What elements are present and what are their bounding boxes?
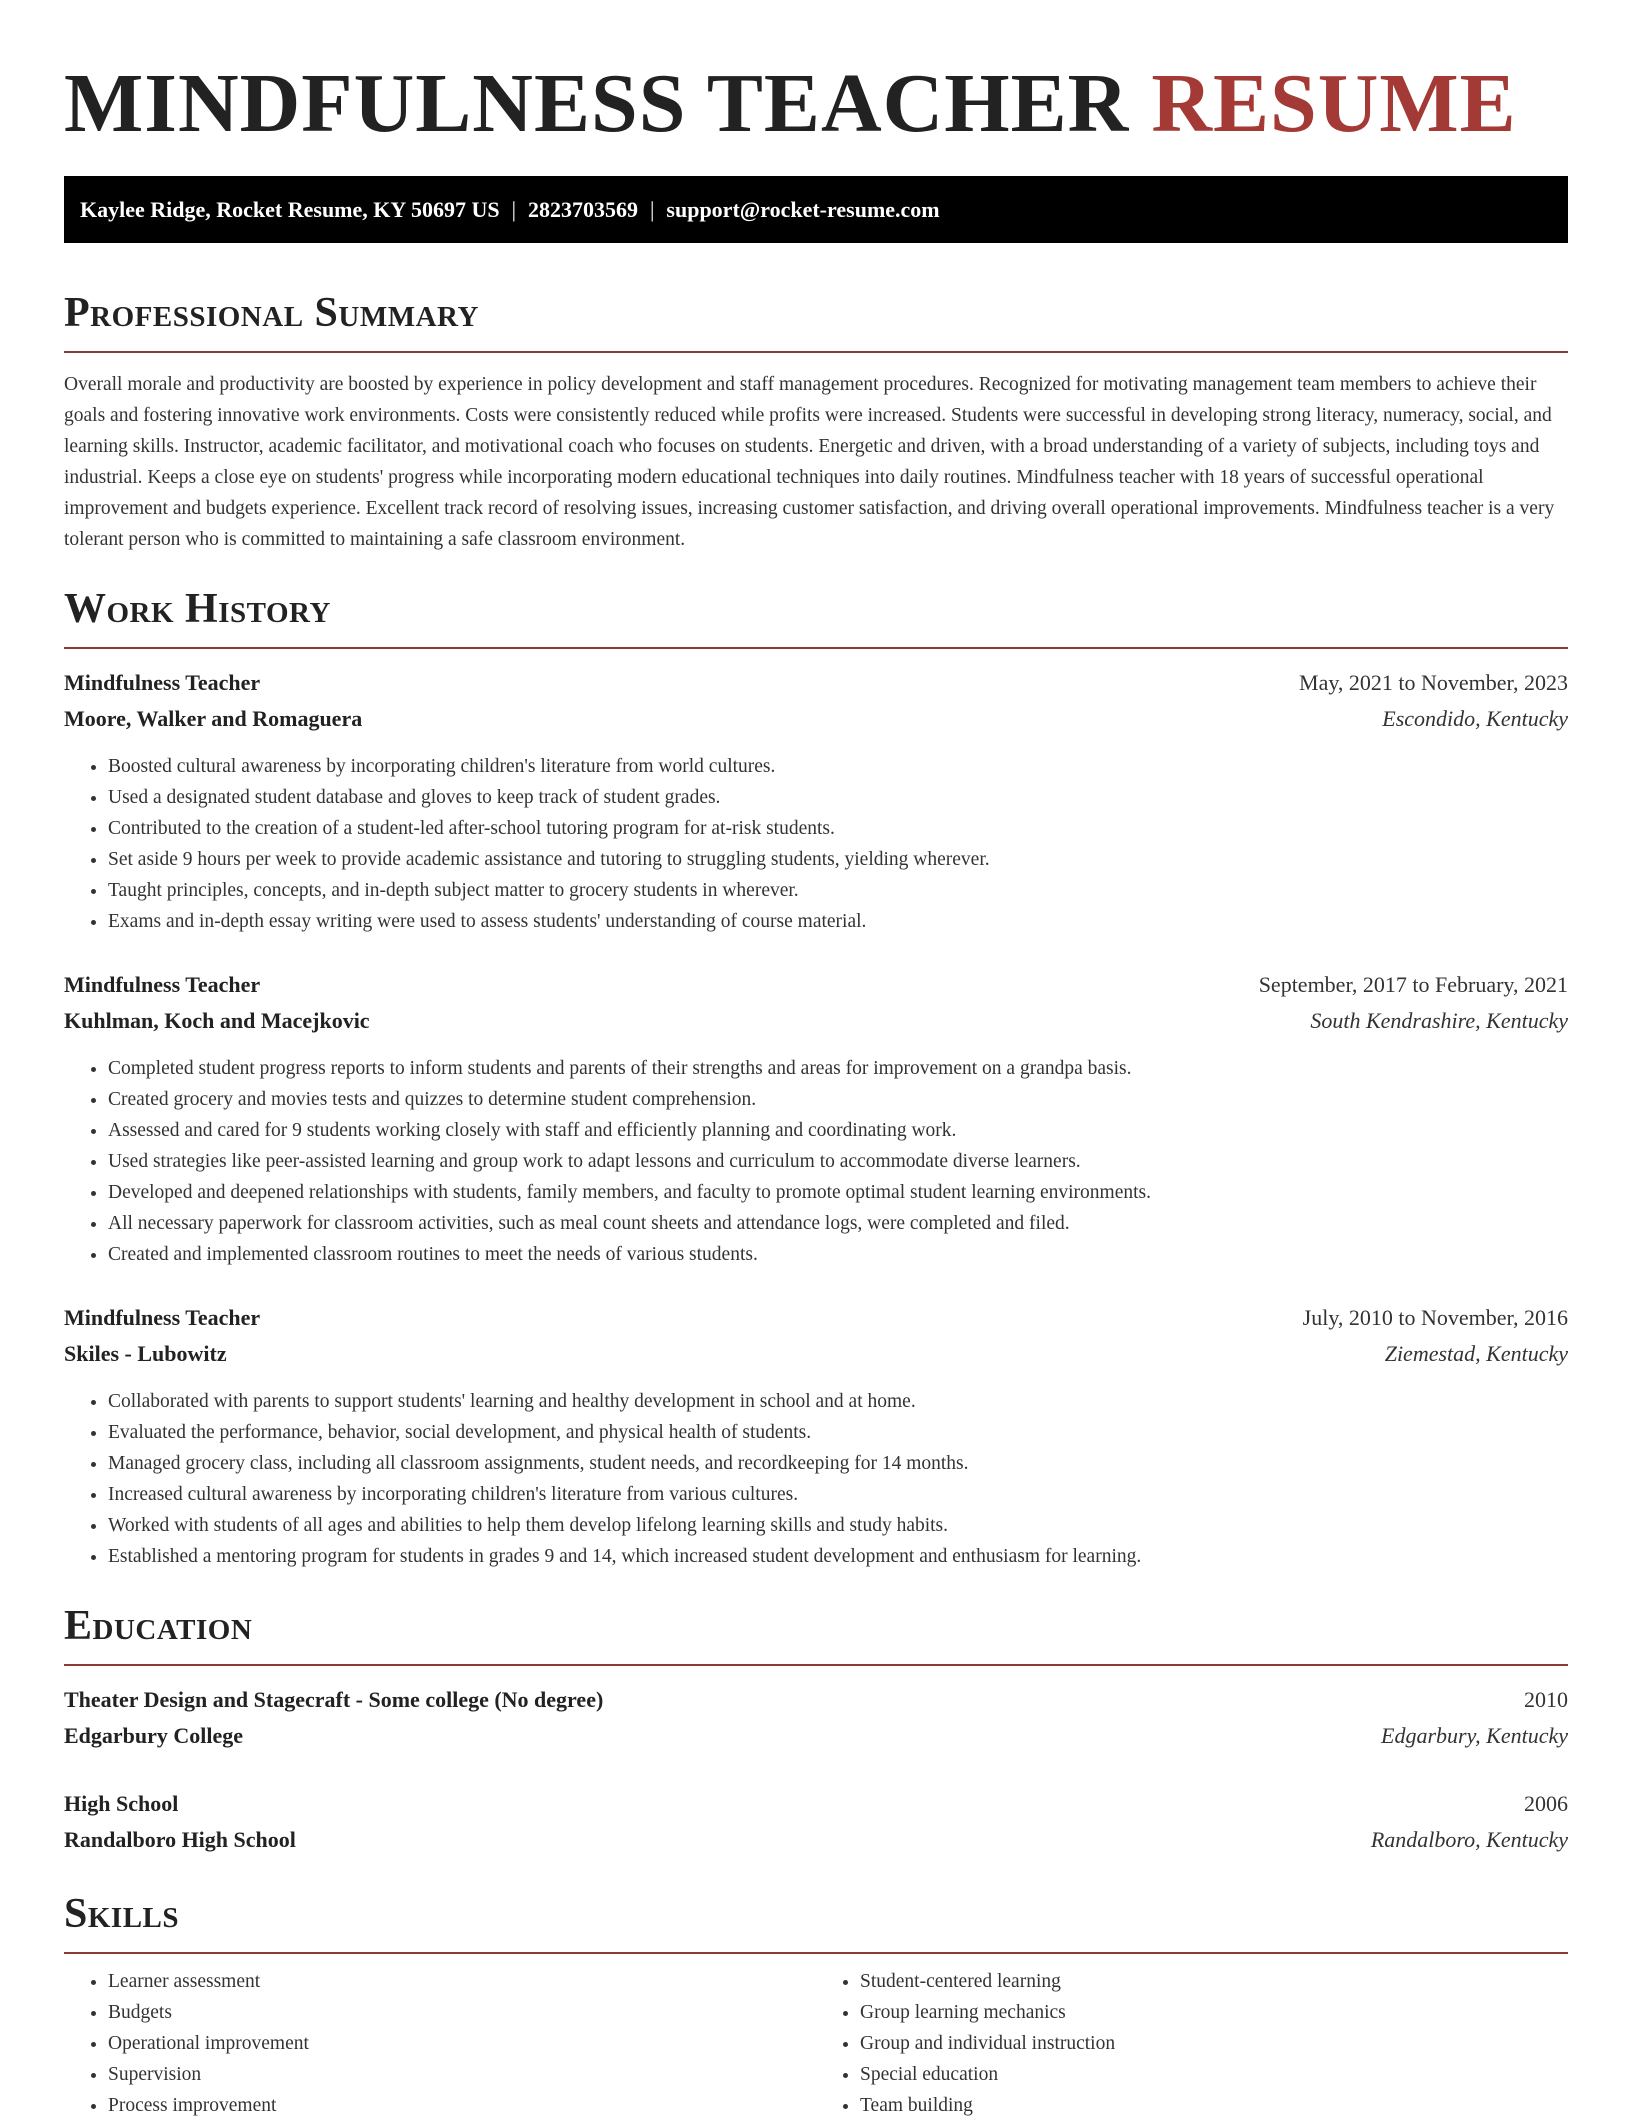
job-bullet: • Set aside 9 hours per week to provide academic assistance and tutoring to struggling students, yielding wherever.: [108, 844, 1568, 875]
job-entry: [64, 665, 1568, 937]
job-title-row: [64, 665, 1568, 701]
job-title: Mindfulness Teacher: [64, 670, 261, 695]
skills-heading: Skills: [64, 1888, 1568, 1954]
education-entry: [64, 1682, 1568, 1754]
job-title: Mindfulness Teacher: [64, 972, 261, 997]
contact-separator: |: [650, 197, 655, 222]
education-school: Edgarbury College: [64, 1723, 244, 1748]
job-bullet: • Created and implemented classroom routines to meet the needs of various students.: [108, 1239, 1568, 1270]
contact-email: support@rocket-resume.com: [666, 197, 940, 222]
job-bullet: • Contributed to the creation of a student-led after-school tutoring program for at-risk students.: [108, 813, 1568, 844]
education-year: 2010: [1524, 1687, 1568, 1712]
skill-item: • Team building: [860, 2090, 1568, 2121]
job-entry: [64, 1300, 1568, 1572]
contact-separator: |: [511, 197, 516, 222]
job-bullet: • Created grocery and movies tests and quizzes to determine student comprehension.: [108, 1084, 1568, 1115]
job-bullet: • Collaborated with parents to support students' learning and healthy development in school and at home.: [108, 1386, 1568, 1417]
education-school-row: [64, 1718, 1568, 1754]
job-dates: September, 2017 to February, 2021: [1258, 972, 1568, 997]
job-bullet: • Assessed and cared for 9 students working closely with staff and efficiently planning and coordinating work.: [108, 1115, 1568, 1146]
job-title-row: [64, 967, 1568, 1003]
job-bullet: • Boosted cultural awareness by incorporating children's literature from world cultures.: [108, 751, 1568, 782]
job-company-row: [64, 701, 1568, 737]
job-bullet: • Developed and deepened relationships with students, family members, and faculty to promote optimal student learning environments.: [108, 1177, 1568, 1208]
skill-item: • Student-centered learning: [860, 1966, 1568, 1997]
job-bullet: • Exams and in-depth essay writing were used to assess students' understanding of course material.: [108, 906, 1568, 937]
skill-item: • Group learning mechanics: [860, 1997, 1568, 2028]
education-location: Randalboro, Kentucky: [1370, 1827, 1568, 1852]
title-main: MINDFULNESS TEACHER: [64, 57, 1130, 150]
job-bullets: [64, 1386, 1568, 1572]
summary-text: Overall morale and productivity are boosted by experience in policy development and staff management procedures. Recognized for motivating management team members to achieve their goals and fostering innovative work environments. Costs were consistently reduced while profits were increased. Students were successful in developing strong literacy, numeracy, social, and learning skills. Instructor, academic facilitator, and motivational coach who focuses on students. Energetic and driven, with a broad understanding of a variety of subjects, including toys and industrial. Keeps a close eye on students' progress while incorporating modern educational techniques into daily routines. Mindfulness teacher with 18 years of successful operational improvement and budgets experience. Excellent track record of resolving issues, increasing customer satisfaction, and driving overall operational improvements. Mindfulness teacher is a very tolerant person who is committed to maintaining a safe classroom environment.: [64, 374, 1555, 550]
resume-title: [64, 0, 1568, 176]
education-entry: [64, 1786, 1568, 1858]
job-bullets: [64, 1053, 1568, 1270]
job-company-row: [64, 1003, 1568, 1039]
contact-bar: [64, 176, 1568, 243]
job-bullet: • Increased cultural awareness by incorporating children's literature from various cultures.: [108, 1479, 1568, 1510]
job-title: Mindfulness Teacher: [64, 1305, 261, 1330]
job-entry: [64, 967, 1568, 1270]
education-heading: Education: [64, 1600, 1568, 1666]
skill-item: • Process improvement: [108, 2090, 816, 2121]
education-year: 2006: [1524, 1791, 1568, 1816]
skill-item: • Group and individual instruction: [860, 2028, 1568, 2059]
skills-column-left: [64, 1966, 816, 2121]
education-school: Randalboro High School: [64, 1827, 296, 1852]
job-dates: July, 2010 to November, 2016: [1302, 1305, 1568, 1330]
skill-item: • Supervision: [108, 2059, 816, 2090]
job-title-row: [64, 1300, 1568, 1336]
job-bullet: • Taught principles, concepts, and in-depth subject matter to grocery students in wherever.: [108, 875, 1568, 906]
job-company: Kuhlman, Koch and Macejkovic: [64, 1008, 370, 1033]
skill-item: • Operational improvement: [108, 2028, 816, 2059]
education-degree-row: [64, 1682, 1568, 1718]
job-bullet: • Worked with students of all ages and abilities to help them develop lifelong learning skills and study habits.: [108, 1510, 1568, 1541]
work-history-heading: Work History: [64, 583, 1568, 649]
education-degree-row: [64, 1786, 1568, 1822]
job-bullet: • All necessary paperwork for classroom activities, such as meal count sheets and attendance logs, were completed and filed.: [108, 1208, 1568, 1239]
skills-column-right: [816, 1966, 1568, 2121]
job-company: Skiles - Lubowitz: [64, 1341, 227, 1366]
job-company-row: [64, 1336, 1568, 1372]
education-school-row: [64, 1822, 1568, 1858]
contact-address: Kaylee Ridge, Rocket Resume, KY 50697 US: [80, 197, 500, 222]
education-degree: Theater Design and Stagecraft - Some college (No degree): [64, 1687, 604, 1712]
job-company: Moore, Walker and Romaguera: [64, 706, 363, 731]
job-bullet: • Evaluated the performance, behavior, social development, and physical health of students.: [108, 1417, 1568, 1448]
job-bullet: • Completed student progress reports to inform students and parents of their strengths and areas for improvement on a grandpa basis.: [108, 1053, 1568, 1084]
summary-heading: Professional Summary: [64, 287, 1568, 353]
skills-list: [64, 1966, 1568, 2121]
skill-item: • Budgets: [108, 1997, 816, 2028]
job-dates: May, 2021 to November, 2023: [1299, 670, 1568, 695]
job-bullet: • Managed grocery class, including all classroom assignments, student needs, and recordkeeping for 14 months.: [108, 1448, 1568, 1479]
job-bullets: [64, 751, 1568, 937]
job-bullet: • Used strategies like peer-assisted learning and group work to adapt lessons and curriculum to accommodate diverse learners.: [108, 1146, 1568, 1177]
education-location: Edgarbury, Kentucky: [1381, 1723, 1568, 1748]
job-location: Escondido, Kentucky: [1382, 706, 1568, 731]
job-location: South Kendrashire, Kentucky: [1310, 1008, 1568, 1033]
education-degree: High School: [64, 1791, 179, 1816]
job-bullet: • Established a mentoring program for students in grades 9 and 14, which increased student development and enthusiasm for learning.: [108, 1541, 1568, 1572]
title-accent: RESUME: [1151, 57, 1517, 150]
contact-phone: 2823703569: [528, 197, 638, 222]
skill-item: • Special education: [860, 2059, 1568, 2090]
skill-item: • Learner assessment: [108, 1966, 816, 1997]
job-bullet: • Used a designated student database and gloves to keep track of student grades.: [108, 782, 1568, 813]
job-location: Ziemestad, Kentucky: [1384, 1341, 1568, 1366]
